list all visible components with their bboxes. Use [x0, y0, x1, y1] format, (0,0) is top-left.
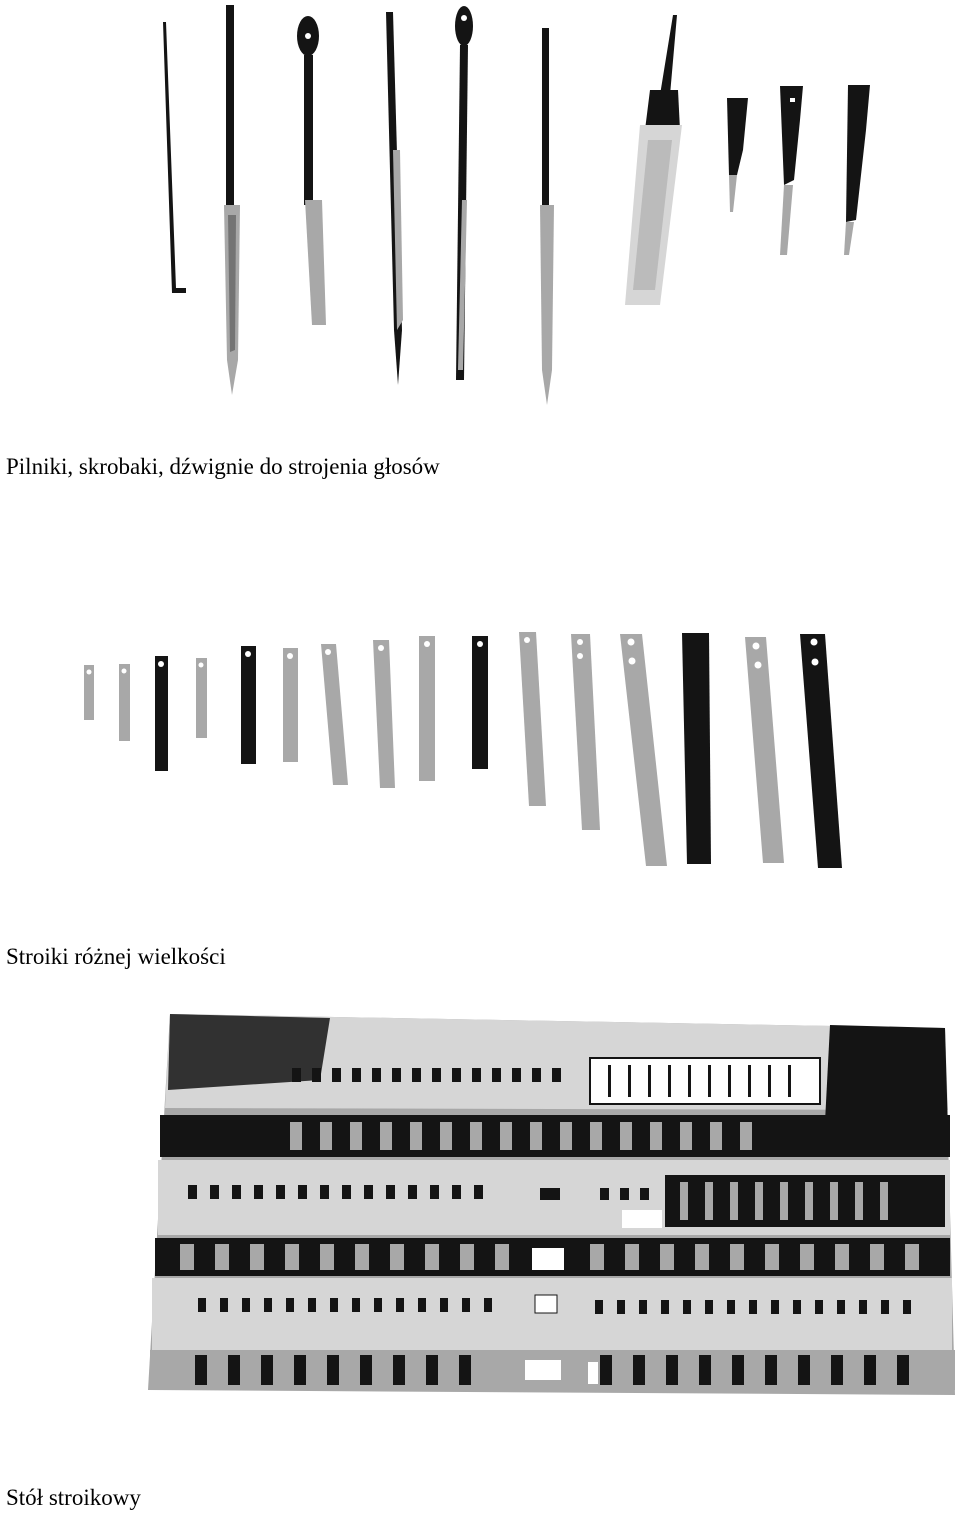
reed [800, 634, 842, 868]
caption-tools: Pilniki, skrobaki, dźwignie do strojenia głosów [6, 454, 440, 479]
reed [620, 634, 667, 866]
file-tool [455, 6, 473, 380]
tuning-lever [844, 85, 870, 255]
tools-photo [0, 0, 960, 420]
reed [196, 658, 207, 738]
file-tool [540, 28, 554, 405]
reed [119, 664, 130, 741]
file-tool [297, 16, 326, 325]
tuning-lever [780, 86, 803, 255]
reed [241, 646, 256, 764]
reed [682, 633, 711, 864]
reeds-photo [0, 530, 960, 880]
tuning-lever [727, 98, 748, 212]
reed [84, 665, 94, 720]
caption-reeds: Stroiki różnej wielkości [6, 944, 226, 969]
hook-scraper [163, 22, 186, 293]
reed [155, 656, 168, 771]
file-tool [386, 12, 403, 385]
file-tool [224, 5, 240, 395]
reed [283, 648, 298, 762]
reed [745, 637, 784, 863]
reed [571, 634, 600, 830]
reed [472, 636, 488, 769]
reed [519, 632, 546, 806]
reed [373, 640, 395, 788]
reed-table-photo [0, 1010, 960, 1410]
flat-file [625, 15, 682, 305]
caption-reed-table: Stół stroikowy [6, 1485, 141, 1510]
reed [419, 636, 435, 781]
reed [321, 644, 348, 785]
